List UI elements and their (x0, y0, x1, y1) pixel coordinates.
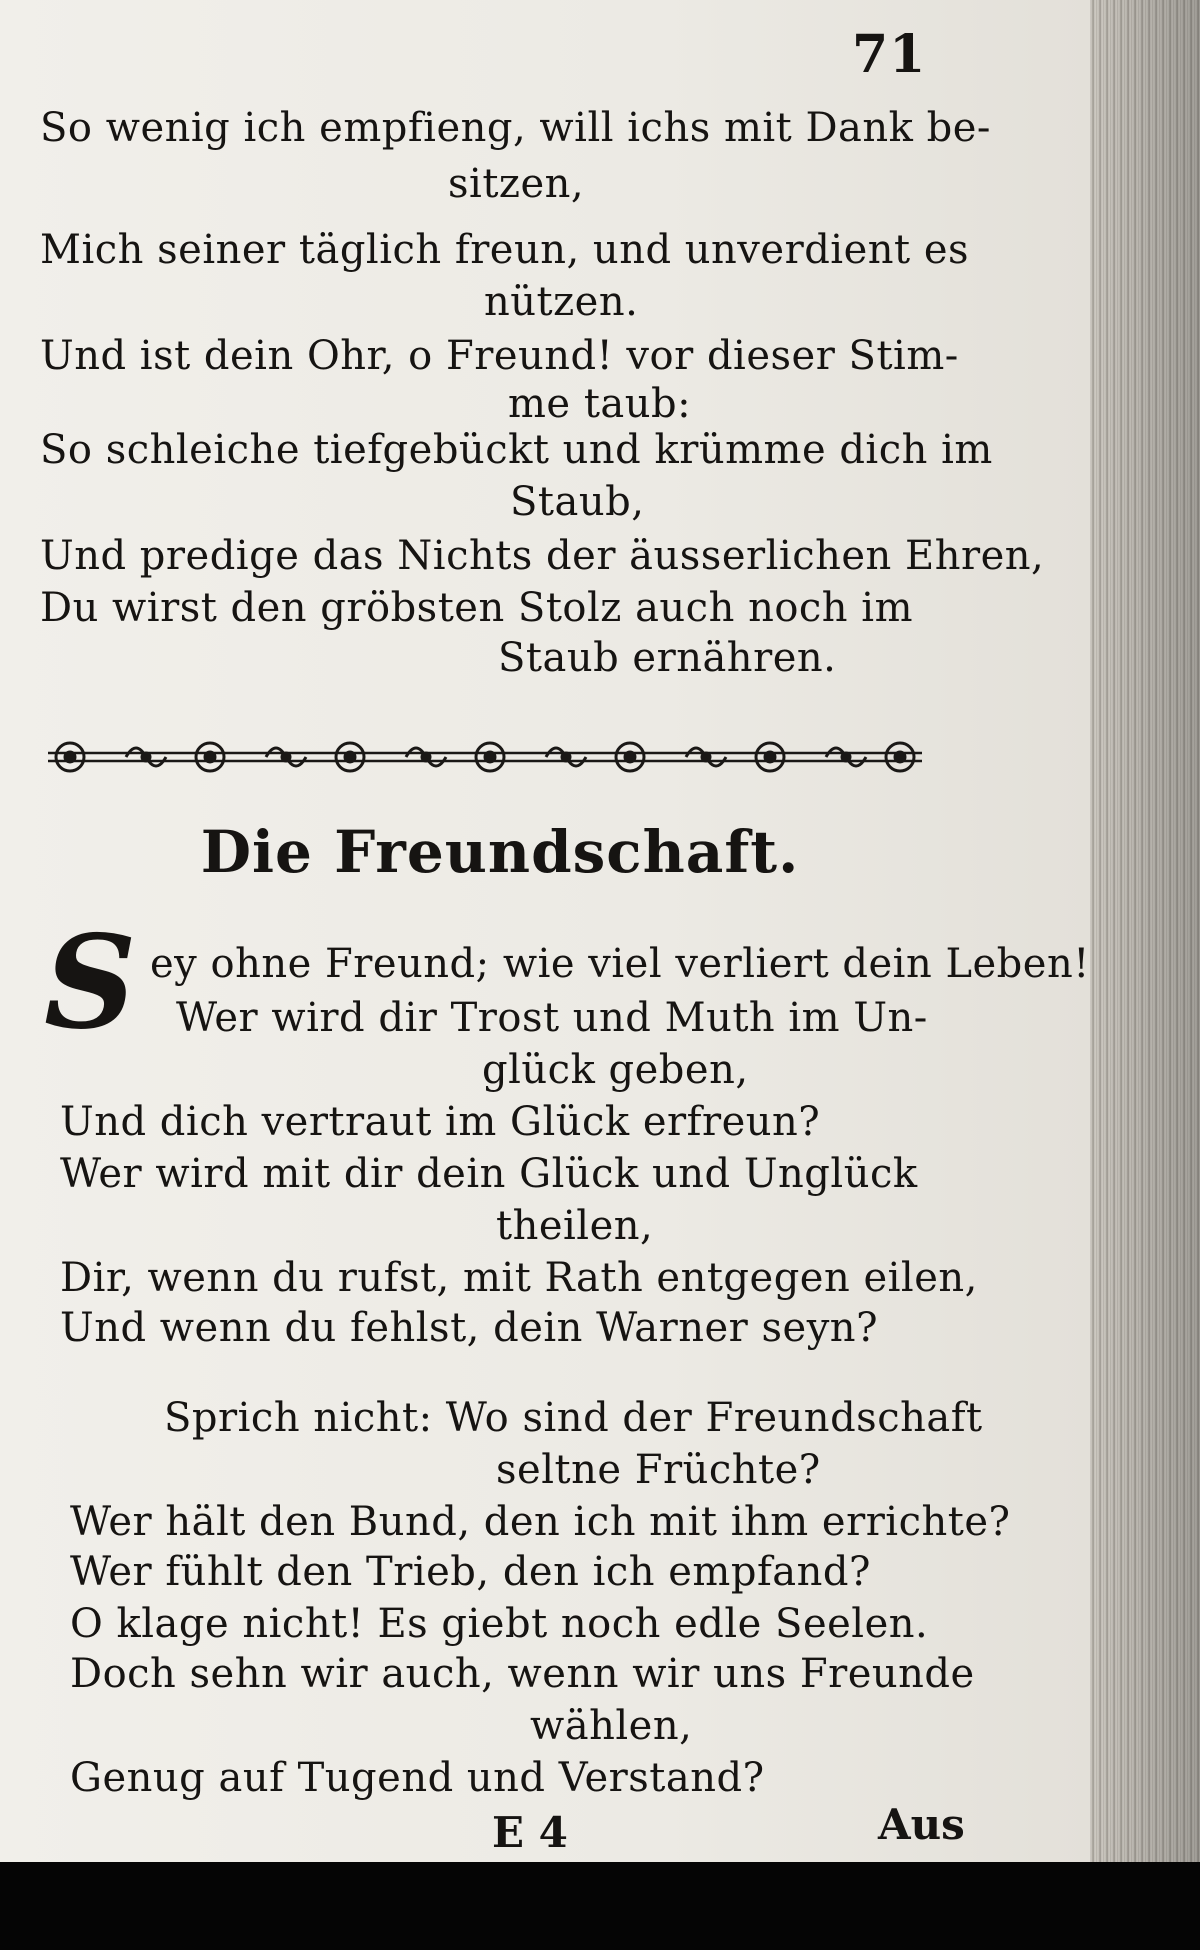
poem-line: Staub ernähren. (498, 635, 837, 681)
poem-line: nützen. (484, 279, 639, 325)
poem-line: Mich seiner täglich freun, und unverdient es (40, 227, 970, 273)
poem-line: glück geben, (482, 1047, 749, 1093)
poem-line: Wer hält den Bund, den ich mit ihm errichte? (70, 1499, 1011, 1545)
poem-line: Wer wird mit dir dein Glück und Unglück (60, 1151, 918, 1197)
signature-mark: E 4 (492, 1808, 568, 1857)
poem-first-line: ey ohne Freund; wie viel verliert dein Leben! (150, 941, 1090, 987)
poem-line: So wenig ich empfieng, will ichs mit Dank be- (40, 105, 991, 151)
catchword: Aus (878, 1800, 965, 1849)
poem-line: wählen, (530, 1703, 693, 1749)
poem-line: Wer fühlt den Trieb, den ich empfand? (70, 1549, 871, 1595)
poem-line: Und wenn du fehlst, dein Warner seyn? (60, 1305, 879, 1351)
poem-line: Genug auf Tugend und Verstand? (70, 1755, 765, 1801)
poem-line: theilen, (496, 1203, 654, 1249)
page-number: 71 (852, 24, 927, 85)
page-edge (1090, 0, 1200, 1862)
poem-line: Und predige das Nichts der äusserlichen Ehren, (40, 533, 1045, 579)
poem-line: seltne Früchte? (496, 1447, 821, 1493)
poem-line: sitzen, (448, 161, 585, 207)
poem-line: me taub: (508, 381, 692, 427)
poem-line: Und dich vertraut im Glück erfreun? (60, 1099, 821, 1145)
ornament-divider (48, 735, 922, 779)
poem-line: Wer wird dir Trost und Muth im Un- (176, 995, 928, 1041)
scan-background (0, 1862, 1200, 1950)
poem-line: Und ist dein Ohr, o Freund! vor dieser Stim- (40, 333, 959, 379)
poem-line: Dir, wenn du rufst, mit Rath entgegen eilen, (60, 1255, 978, 1301)
poem-title: Die Freundschaft. (200, 818, 800, 886)
poem-line: Du wirst den gröbsten Stolz auch noch im (40, 585, 914, 631)
poem-line: Sprich nicht: Wo sind der Freundschaft (164, 1395, 983, 1441)
poem-line: Doch sehn wir auch, wenn wir uns Freunde (70, 1651, 975, 1697)
poem-line: Staub, (510, 479, 645, 525)
poem-line: O klage nicht! Es giebt noch edle Seelen. (70, 1601, 929, 1647)
drop-cap: S (44, 908, 137, 1058)
poem-line: So schleiche tiefgebückt und krümme dich im (40, 427, 993, 473)
